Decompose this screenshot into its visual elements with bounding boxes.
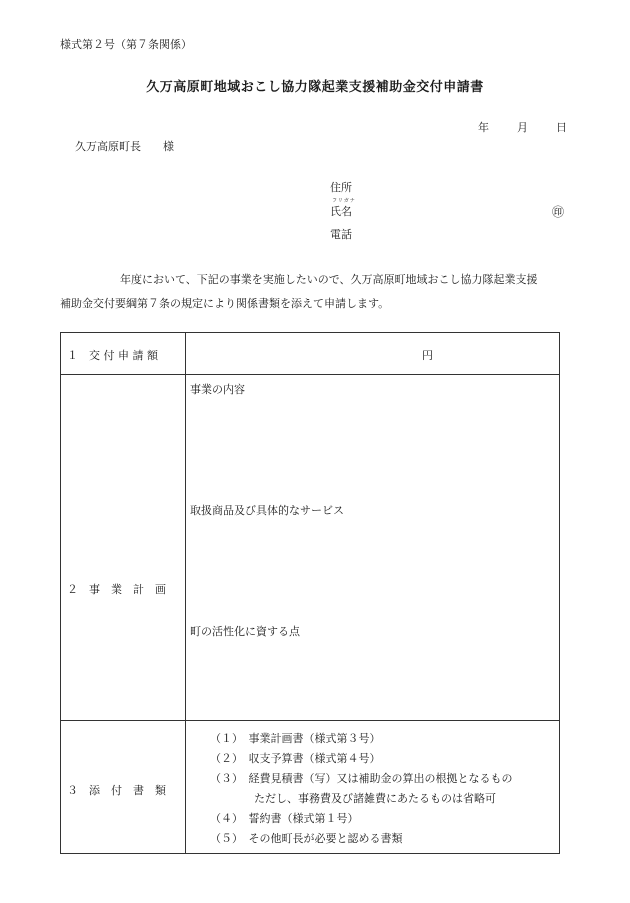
page-title: 久万高原町地域おこし協力隊起業支援補助金交付申請書 bbox=[146, 80, 484, 95]
attachment-item: （２） 収支予算書（様式第４号） bbox=[210, 752, 381, 765]
row-business-plan bbox=[61, 375, 560, 721]
attachments-label-cell bbox=[61, 721, 186, 854]
address-label: 住所 bbox=[330, 181, 352, 194]
statement-line-2: 補助金交付要綱第７条の規定により関係書類を添えて申請します。 bbox=[60, 297, 390, 310]
grant-amount-cell[interactable] bbox=[186, 333, 560, 375]
yen-unit: 円 bbox=[422, 349, 433, 362]
furigana-label: フリガナ bbox=[332, 198, 356, 204]
phone-label: 電話 bbox=[330, 228, 352, 241]
addressee-name: 久万高原町長 bbox=[75, 140, 141, 153]
attachment-item: （３） 経費見積書（写）又は補助金の算出の根拠となるもの bbox=[210, 772, 513, 785]
seal-mark: ㊞ bbox=[552, 205, 565, 219]
addressee bbox=[75, 138, 174, 154]
statement-line-1: 年度において、下記の事業を実施したいので、久万高原町地域おこし協力隊起業支援 bbox=[120, 273, 538, 286]
addressee-honorific: 様 bbox=[163, 140, 174, 153]
application-table bbox=[60, 332, 560, 854]
form-number: 様式第２号（第７条関係） bbox=[60, 38, 192, 51]
name-label: 氏名 bbox=[330, 205, 352, 218]
attachment-item: （４） 誓約書（様式第１号） bbox=[210, 812, 359, 825]
date-year: 年 bbox=[478, 121, 489, 134]
row-grant-amount bbox=[61, 333, 560, 375]
business-plan-cell[interactable] bbox=[186, 375, 560, 721]
attachment-item: （１） 事業計画書（様式第３号） bbox=[210, 732, 381, 745]
grant-amount-label-cell bbox=[61, 333, 186, 375]
attachments-label: ３ 添 付 書 類 bbox=[67, 784, 166, 797]
grant-amount-label: １ 交 付 申 請 額 bbox=[67, 349, 158, 362]
town-revitalization-label: 町の活性化に資する点 bbox=[190, 625, 300, 638]
row-attachments bbox=[61, 721, 560, 854]
attachments-cell bbox=[186, 721, 560, 854]
attachment-item-note: ただし、事務費及び諸雑費にあたるものは省略可 bbox=[210, 792, 496, 805]
application-statement bbox=[60, 268, 576, 316]
products-services-label: 取扱商品及び具体的なサービス bbox=[190, 504, 344, 517]
business-plan-label-cell bbox=[61, 375, 186, 721]
date-day: 日 bbox=[556, 121, 567, 134]
business-plan-label: ２ 事 業 計 画 bbox=[67, 583, 166, 596]
business-content-label: 事業の内容 bbox=[190, 383, 245, 396]
date-line bbox=[478, 119, 567, 135]
attachment-item: （５） その他町長が必要と認める書類 bbox=[210, 832, 403, 845]
date-month: 月 bbox=[517, 121, 528, 134]
